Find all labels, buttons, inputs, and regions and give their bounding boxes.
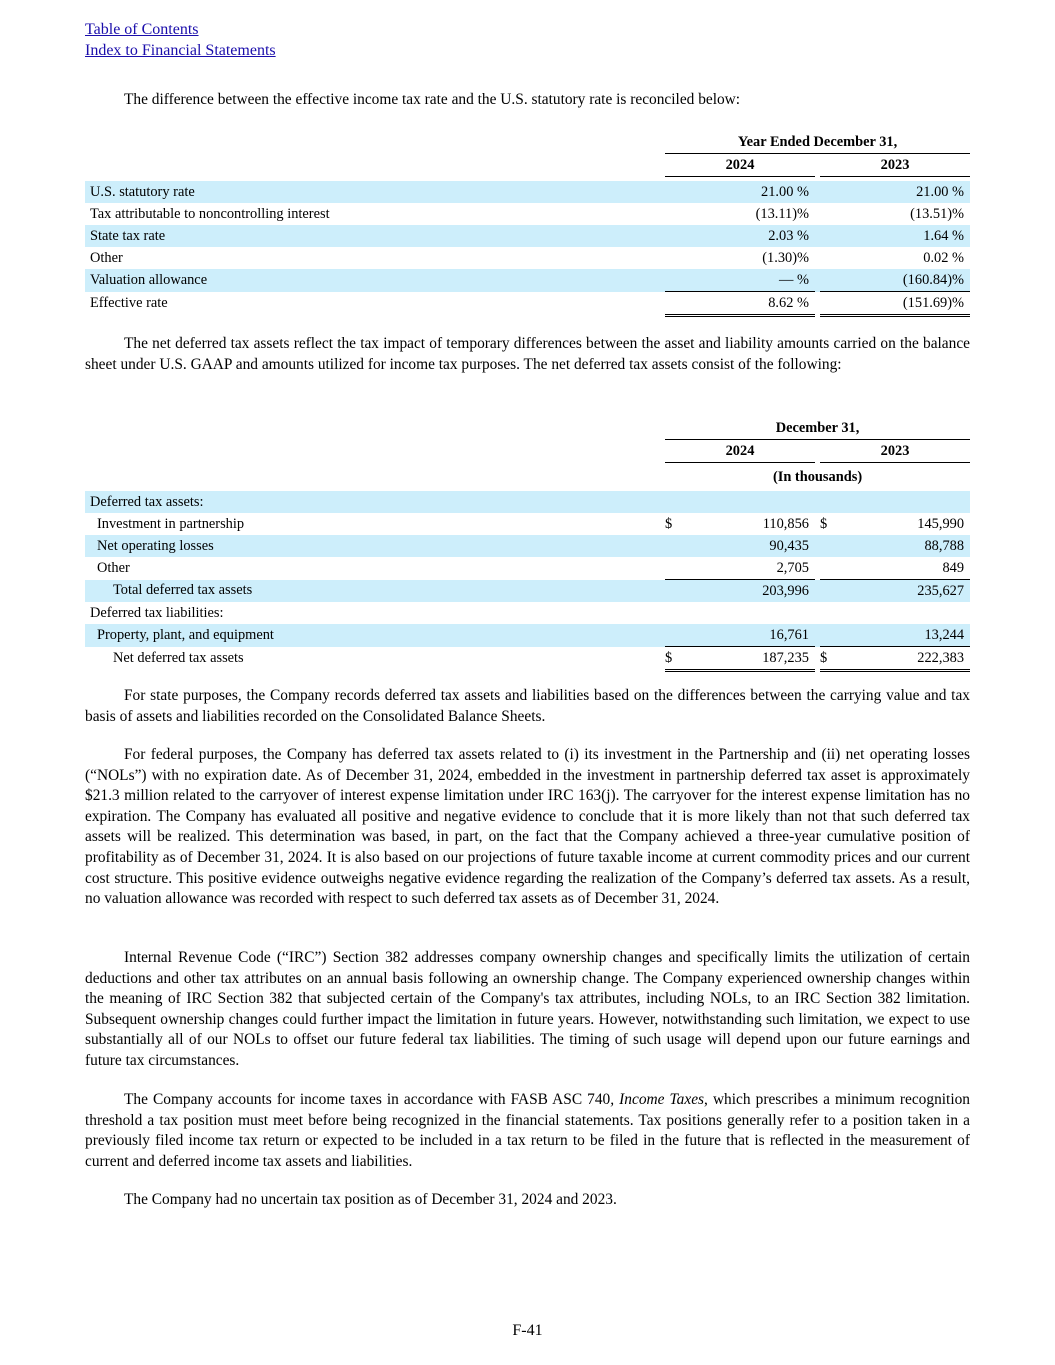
toc-link[interactable]: Table of Contents (85, 21, 199, 38)
row-label: Net deferred tax assets (113, 650, 244, 666)
year-2024-header: 2024 (665, 440, 815, 463)
value-2024: 16,761 (675, 624, 815, 647)
value-2023: 235,627 (830, 580, 970, 603)
table-header-row (85, 131, 970, 154)
row-label: Property, plant, and equipment (85, 624, 655, 647)
value-2023: 88,788 (830, 535, 970, 557)
value-2024: 203,996 (675, 580, 815, 603)
deferred-tax-table (85, 417, 970, 672)
value-2023: 0.02 % (923, 249, 965, 266)
table-row (85, 247, 970, 269)
table-header-row (85, 417, 970, 440)
asc-text-start: The Company accounts for income taxes in accordance with FASB ASC 740 (124, 1091, 611, 1108)
irc-paragraph: Internal Revenue Code (“IRC”) Section 382 addresses company ownership changes and specifically limits the utilization of certain deductions and other tax attributes on an annual basis following an ownership change. The Company experienced ownership changes within the meaning of IRC Section 382 that subjected certain of the Company's tax attributes, including NOLs, to an IRC Section 382 limitation. Subsequent ownership changes could further impact the limitation in future years. However, notwithstanding such limitation, we expect to use substantially all of our NOLs to offset our future federal tax liabilities. The timing of such usage will depend upon our future earnings and future tax circumstances. (85, 949, 970, 1069)
table-row (85, 535, 970, 557)
currency-symbol: $ (665, 515, 673, 532)
rate-reconciliation-table (85, 131, 970, 317)
row-label: Effective rate (90, 295, 168, 311)
value-2024: (13.11)% (755, 205, 809, 222)
section-label: Deferred tax liabilities: (90, 604, 224, 621)
row-label: Tax attributable to noncontrolling interest (90, 205, 330, 222)
value-2024: — % (675, 269, 815, 292)
value-2024: 21.00 % (675, 181, 815, 203)
value-2023: 21.00 % (830, 181, 970, 203)
table-row (85, 513, 970, 535)
table-row (85, 181, 970, 203)
year-2023-header: 2023 (820, 154, 970, 177)
value-2024: 187,235 (675, 647, 815, 671)
row-label: Other (90, 249, 123, 266)
currency-symbol: $ (665, 647, 675, 671)
units-row (85, 463, 970, 492)
table-row-total (85, 292, 970, 316)
currency-symbol: $ (820, 515, 828, 532)
value-2024: 2,705 (675, 557, 815, 580)
state-paragraph: For state purposes, the Company records deferred tax assets and liabilities based on the differences between the carrying value and tax basis of assets and liabilities recorded on the Consolidated Balance Sheets. (85, 687, 970, 725)
table-year-row (85, 440, 970, 463)
value-2023: 145,990 (917, 515, 965, 532)
currency-symbol: $ (820, 647, 830, 671)
value-2023: 222,383 (830, 647, 970, 671)
period-header: Year Ended December 31, (665, 131, 970, 154)
value-2024: 2.03 % (675, 225, 815, 247)
table-row-total (85, 647, 970, 671)
units-label: (In thousands) (772, 468, 863, 485)
table-row (85, 624, 970, 647)
row-label: Investment in partnership (97, 515, 245, 532)
asc-paragraph (85, 1090, 970, 1172)
period-header: December 31, (665, 417, 970, 440)
section-row (85, 491, 970, 513)
year-2024-header: 2024 (665, 154, 815, 177)
value-2024: 110,856 (762, 515, 809, 532)
table-row (85, 557, 970, 580)
value-2023: 13,244 (830, 624, 970, 647)
section-label: Deferred tax assets: (85, 491, 655, 513)
federal-paragraph: For federal purposes, the Company has deferred tax assets related to (i) its investment in the Partnership and (ii) net operating losses (“NOLs”) with no expiration date. As of December 31, 2024, embedded in the investment in partnership deferred tax asset is approximately $21.3 million related to the carryover of interest expense limitation under IRC 163(j). The carryover for the interest expense limitation has no expiration. The Company has evaluated all positive and negative evidence to conclude that it is more likely than not that such deferred tax assets will be realized. This determination was based, in part, on the fact that the Company achieved a three-year cumulative position of profitability as of December 31, 2024. It is also based on our projections of future taxable income at current commodity prices and our current cost structure. This positive evidence outweighs negative evidence regarding the realization of the Company’s deferred tax assets. As a result, no valuation allowance was recorded with respect to such deferred tax assets as of December 31, 2024. (85, 746, 970, 908)
value-2023: 1.64 % (830, 225, 970, 247)
value-2024: 8.62 % (675, 292, 815, 316)
row-label: Valuation allowance (85, 269, 655, 292)
table-row (85, 269, 970, 292)
index-link[interactable]: Index to Financial Statements (85, 42, 276, 59)
value-2023: 849 (830, 557, 970, 580)
value-2023: (160.84)% (830, 269, 970, 292)
year-2023-header: 2023 (820, 440, 970, 463)
table-row (85, 203, 970, 225)
value-2023: (151.69)% (830, 292, 970, 316)
value-2023: (13.51)% (910, 205, 965, 222)
intro-paragraph: The difference between the effective income tax rate and the U.S. statutory rate is reconciled below: (124, 91, 741, 108)
row-label: Net operating losses (85, 535, 655, 557)
deferred-intro-paragraph: The net deferred tax assets reflect the tax impact of temporary differences between the asset and liability amounts carried on the balance sheet under U.S. GAAP and amounts utilized for income tax purposes. The net deferred tax assets consist of the following: (85, 335, 970, 373)
asc-text-end: , which prescribes a minimum recognition threshold a tax position must meet before being recognized in the financial statements. Tax positions generally refer to a position taken in a previously filed income tax return or expected to be included in a tax return to be filed in the future that is reflected in the measurement of current and deferred income tax assets and liabilities. (85, 1091, 970, 1170)
row-label: U.S. statutory rate (85, 181, 655, 203)
row-label: Other (97, 559, 130, 576)
section-row (85, 602, 970, 624)
page-number: F-41 (512, 1322, 543, 1339)
value-2024: 90,435 (675, 535, 815, 557)
table-row-subtotal (85, 580, 970, 603)
row-label: State tax rate (85, 225, 655, 247)
value-2024: (1.30)% (762, 249, 809, 266)
row-label: Total deferred tax assets (85, 580, 655, 603)
uncertain-paragraph: The Company had no uncertain tax position as of December 31, 2024 and 2023. (124, 1191, 617, 1208)
table-year-row (85, 154, 970, 177)
asc-italic-title: , Income Taxes (610, 1091, 705, 1108)
nav-links (85, 19, 276, 61)
table-row (85, 225, 970, 247)
